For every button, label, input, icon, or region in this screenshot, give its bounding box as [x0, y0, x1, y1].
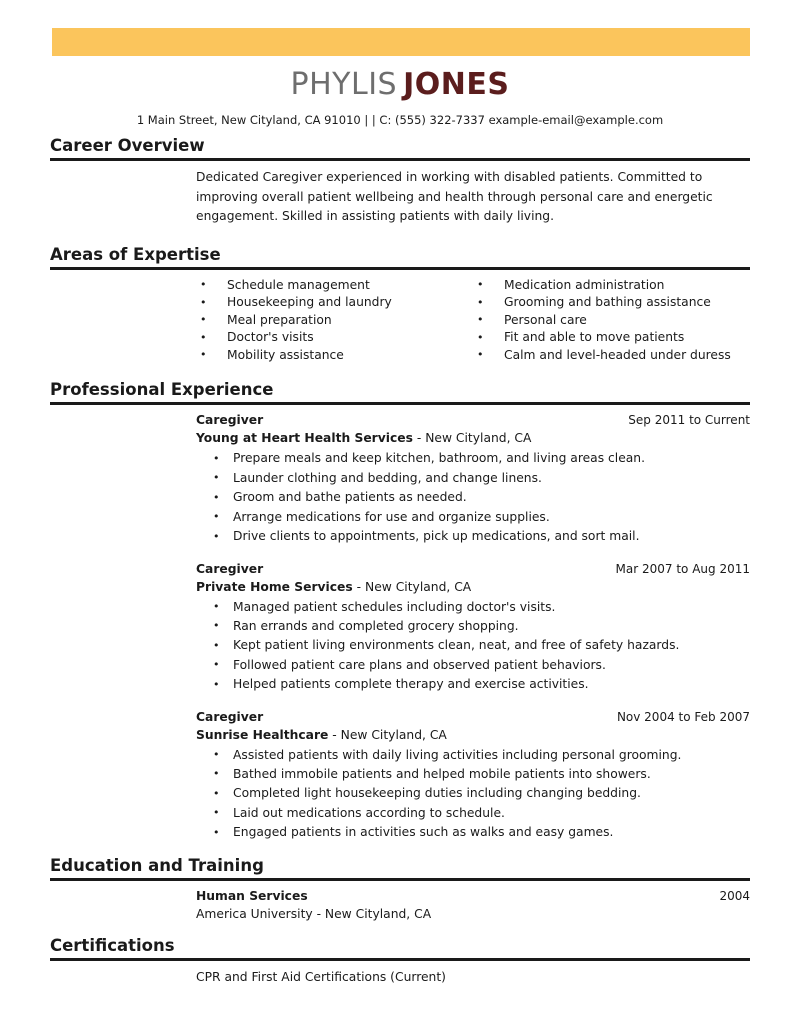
list-item: • Mobility assistance: [196, 347, 473, 365]
education-school: America University - New Cityland, CA: [196, 906, 432, 921]
list-item: • Ran errands and completed grocery shopping.: [196, 617, 750, 636]
list-item: • Assisted patients with daily living activities including personal grooming.: [196, 746, 750, 765]
spacer: [50, 923, 750, 936]
list-item: • Drive clients to appointments, pick up medications, and sort mail.: [196, 527, 750, 546]
resume-header: [50, 68, 750, 127]
list-item: • Meal preparation: [196, 312, 473, 330]
list-item: • Arrange medications for use and organize supplies.: [196, 508, 750, 527]
list-item: • Medication administration: [473, 277, 750, 295]
job-company: Young at Heart Health Services: [196, 431, 413, 446]
section-body-career-overview: [50, 168, 750, 227]
job-location: - New Cityland, CA: [328, 727, 447, 742]
experience-entry: [196, 709, 750, 843]
education-year: 2004: [719, 888, 750, 903]
job-responsibilities: [196, 598, 750, 695]
section-rule-certifications: [50, 958, 750, 961]
header-accent-bar: [52, 28, 750, 56]
section-professional-experience: [50, 380, 750, 842]
list-item: • Housekeeping and laundry: [196, 294, 473, 312]
list-item: • Launder clothing and bedding, and change linens.: [196, 469, 750, 488]
list-item: • Groom and bathe patients as needed.: [196, 488, 750, 507]
section-certifications: [50, 936, 750, 986]
job-responsibilities: [196, 746, 750, 843]
expertise-list-right: [473, 277, 750, 365]
list-item: • Kept patient living environments clean, neat, and free of safety hazards.: [196, 636, 750, 655]
section-rule-areas-of-expertise: [50, 267, 750, 270]
job-company: Sunrise Healthcare: [196, 727, 329, 742]
section-body-certifications: [50, 968, 750, 986]
candidate-last-name: JONES: [403, 67, 510, 102]
resume-content: [50, 136, 750, 986]
section-career-overview: [50, 136, 750, 227]
job-title: Caregiver: [196, 709, 264, 724]
list-item: • Bathed immobile patients and helped mobile patients into showers.: [196, 765, 750, 784]
list-item: • Calm and level-headed under duress: [473, 347, 750, 365]
list-item: • Completed light housekeeping duties including changing bedding.: [196, 784, 750, 803]
job-company: Private Home Services: [196, 579, 353, 594]
list-item: • Helped patients complete therapy and exercise activities.: [196, 675, 750, 694]
section-areas-of-expertise: [50, 245, 750, 365]
experience-title-row: [196, 561, 750, 578]
spacer: [50, 843, 750, 856]
list-item: • Personal care: [473, 312, 750, 330]
list-item: • Followed patient care plans and observed patient behaviors.: [196, 656, 750, 675]
expertise-columns: [50, 277, 750, 365]
spacer: [50, 227, 750, 245]
section-body-professional-experience: [50, 412, 750, 842]
job-company-line: [196, 429, 750, 447]
certification-item: CPR and First Aid Certifications (Current): [196, 969, 446, 984]
career-overview-text: Dedicated Caregiver experienced in working with disabled patients. Committed to improving overall patient wellbeing and health through personal care and energetic engagement. Skilled in assisting patients with daily living.: [196, 170, 713, 223]
education-degree: Human Services: [196, 888, 308, 903]
experience-title-row: [196, 412, 750, 429]
experience-entry: [196, 412, 750, 546]
job-dates: Sep 2011 to Current: [628, 413, 750, 428]
section-title-certifications: Certifications: [50, 935, 175, 955]
expertise-column-left: [196, 277, 473, 365]
section-title-career-overview: Career Overview: [50, 136, 205, 155]
job-title: Caregiver: [196, 413, 264, 428]
job-location: - New Cityland, CA: [352, 579, 472, 594]
job-location: - New Cityland, CA: [412, 431, 532, 446]
list-item: • Schedule management: [196, 277, 473, 295]
expertise-column-right: [473, 277, 750, 365]
job-company-line: [196, 726, 750, 744]
list-item: • Prepare meals and keep kitchen, bathroom, and living areas clean.: [196, 449, 750, 468]
candidate-first-name: PHYLIS: [290, 67, 398, 102]
job-company-line: [196, 578, 750, 596]
job-title: Caregiver: [196, 561, 264, 576]
job-responsibilities: [196, 449, 750, 546]
spacer: [50, 364, 750, 380]
job-dates: Mar 2007 to Aug 2011: [615, 561, 750, 576]
section-title-professional-experience: Professional Experience: [50, 380, 274, 400]
candidate-name: [50, 68, 750, 102]
section-title-areas-of-expertise: Areas of Expertise: [50, 244, 221, 264]
list-item: • Laid out medications according to schedule.: [196, 804, 750, 823]
section-rule-professional-experience: [50, 402, 750, 405]
list-item: • Managed patient schedules including doctor's visits.: [196, 598, 750, 617]
expertise-list-left: [196, 277, 473, 365]
section-body-education-and-training: [50, 888, 750, 923]
list-item: • Engaged patients in activities such as walks and easy games.: [196, 823, 750, 842]
job-dates: Nov 2004 to Feb 2007: [616, 709, 750, 724]
education-entry: [196, 888, 750, 923]
list-item: • Grooming and bathing assistance: [473, 294, 750, 312]
section-rule-education-and-training: [50, 878, 750, 881]
section-rule-career-overview: [50, 158, 750, 161]
section-education-and-training: [50, 856, 750, 923]
education-degree-row: [196, 888, 750, 905]
section-title-education-and-training: Education and Training: [50, 855, 264, 875]
contact-line: 1 Main Street, New Cityland, CA 91010 | | C: (555) 322-7337 example-email@example.com: [136, 113, 664, 127]
experience-title-row: [196, 709, 750, 726]
list-item: • Doctor's visits: [196, 329, 473, 347]
experience-entry: [196, 561, 750, 695]
list-item: • Fit and able to move patients: [473, 329, 750, 347]
